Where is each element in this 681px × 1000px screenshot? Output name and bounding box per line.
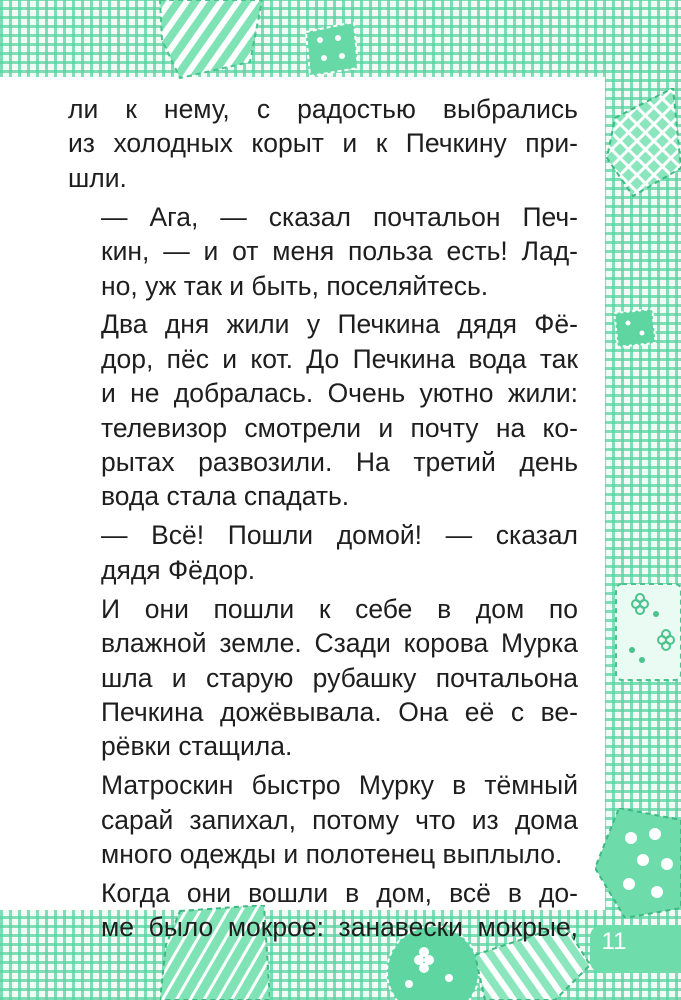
text-line: рёвки стащила. (101, 731, 293, 762)
text-line: Матроскин быстро Мурку в тёмный (101, 770, 578, 801)
paragraph (68, 592, 578, 764)
square-patch-top (300, 18, 362, 80)
text-line: телевизор смотрели и почту на ко- (101, 412, 578, 443)
plaid-patch-right-top (603, 88, 681, 198)
paragraph (68, 200, 578, 303)
text-line: много одежды и полотенец выплыло. (101, 839, 563, 870)
paragraph (68, 768, 578, 871)
small-patch-right (612, 305, 658, 351)
text-line: Когда они вошли в дом, всё в до- (101, 877, 578, 908)
text-line: Два дня жили у Печкина дядя Фё- (101, 309, 578, 340)
text-line: но, уж так и быть, поселяйтесь. (101, 270, 489, 301)
text-line: кин, — и от меня польза есть! Лад- (101, 236, 578, 267)
story-text (68, 92, 578, 949)
paragraph (68, 876, 578, 945)
text-line: Печкина дожёвывала. Она её с ве- (101, 696, 578, 727)
text-line: вода стала спадать. (101, 481, 350, 512)
text-line: сарай запихал, потому что из дома (101, 804, 578, 835)
text-line: из холодных корыт и к Печкину при- (68, 128, 578, 159)
text-line: — Всё! Пошли домой! — сказал (101, 520, 578, 551)
striped-patch-top-left (150, 0, 265, 80)
text-line: ме было мокрое: занавески мокрые, (101, 912, 578, 943)
text-line: рытах развозили. На третий день (101, 447, 578, 478)
paragraph (68, 92, 578, 195)
text-line: дор, пёс и кот. До Печкина вода так (101, 343, 578, 374)
text-line: ли к нему, с радостью выбрались (68, 94, 578, 124)
text-line: влажной земле. Сзади корова Мурка (101, 628, 578, 659)
text-line: шли. (68, 162, 127, 193)
text-line: И они пошли к себе в дом по (101, 593, 578, 624)
text-line: дядя Фёдор. (101, 554, 256, 585)
flower-patch-right (612, 580, 681, 685)
dotted-patch-right-bottom (595, 808, 681, 918)
text-line: — Ага, — сказал почтальон Печ- (101, 201, 578, 232)
text-line: шла и старую рубашку почтальона (101, 662, 578, 693)
page-number: 11 (601, 928, 627, 955)
paragraph (68, 307, 578, 513)
text-line: и не добралась. Очень уютно жили: (101, 378, 578, 409)
paragraph (68, 518, 578, 587)
